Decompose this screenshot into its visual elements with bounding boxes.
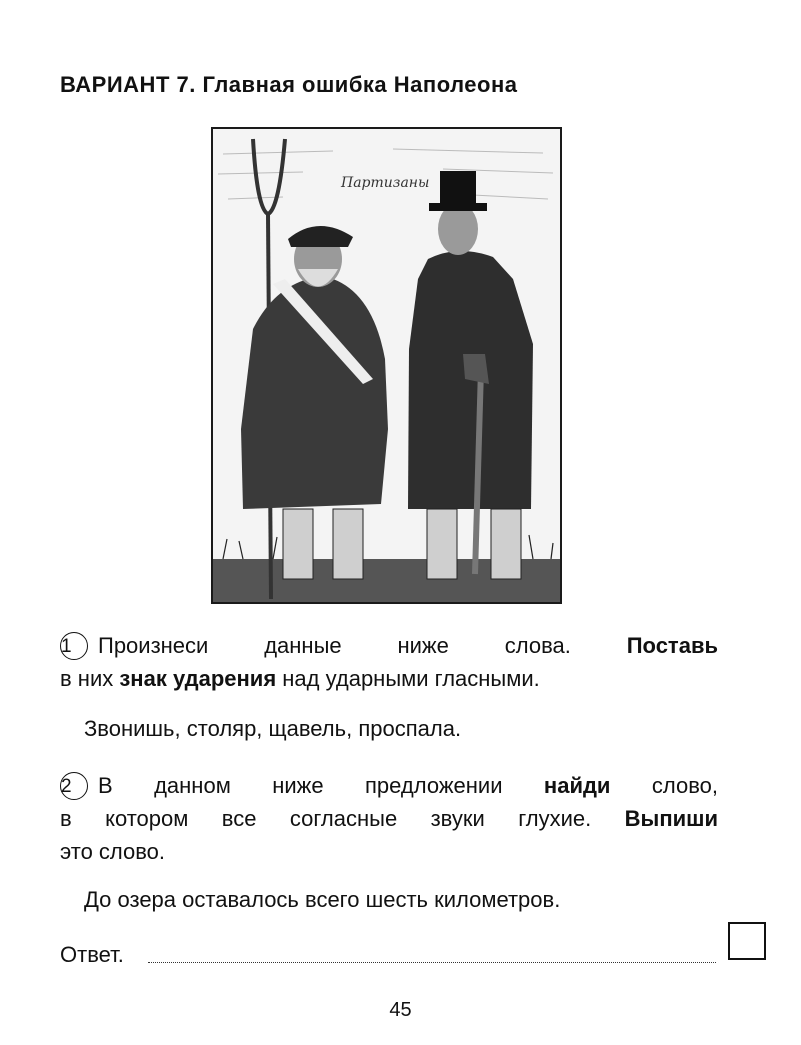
task-1-line-2 [60, 662, 718, 695]
task-1 [60, 629, 718, 695]
text-run: Произнеси данные ниже слова. [98, 633, 627, 658]
figure-caption: Партизаны [341, 175, 430, 191]
bold-instruction: Поставь [626, 633, 718, 658]
text-run: в них [60, 666, 120, 691]
answer-line[interactable] [148, 962, 716, 963]
task-2-number: 2 [60, 772, 88, 800]
page-title: ВАРИАНТ 7. Главная ошибка Наполеона [60, 72, 518, 97]
bold-instruction: Выпиши [624, 806, 718, 831]
text-run: В данном ниже предложении [98, 773, 544, 798]
task-2-line-2 [60, 802, 718, 835]
text-run: слово, [610, 773, 718, 798]
bold-instruction: знак ударения [119, 666, 277, 691]
partisans-illustration [211, 127, 562, 604]
page-number: 45 [389, 999, 412, 1021]
text-run: над ударными гласными. [276, 666, 540, 691]
task-1-line-1 [60, 629, 718, 662]
task-1-number: 1 [60, 632, 88, 660]
task-2 [60, 769, 718, 868]
text-run: это слово. [60, 839, 166, 864]
task-1-example: Звонишь, столяр, щавель, проспала. [84, 716, 462, 741]
bold-instruction: найди [543, 773, 611, 798]
partisans-drawing [213, 129, 560, 602]
task-2-example: До озера оставалось всего шесть километров. [84, 887, 561, 912]
answer-label: Ответ. [60, 942, 124, 967]
text-run: в котором все согласные звуки глухие. [60, 806, 625, 831]
task-2-line-1-text [98, 773, 718, 798]
answer-checkbox[interactable] [728, 922, 766, 960]
task-2-line-1 [60, 769, 718, 802]
task-1-line-1-text [98, 633, 718, 658]
task-2-line-3 [60, 835, 718, 868]
